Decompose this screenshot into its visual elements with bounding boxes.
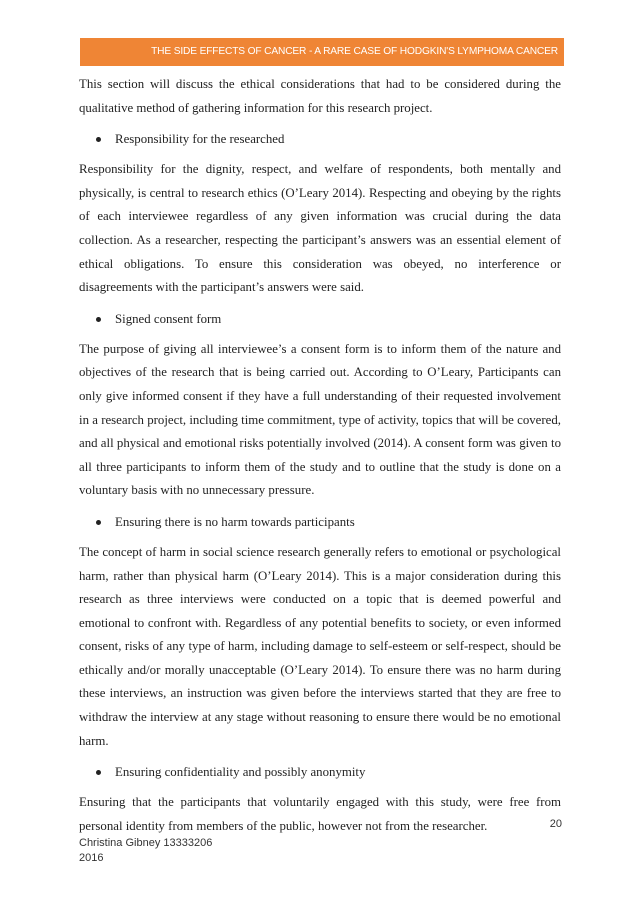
bullet-icon: [96, 770, 101, 775]
section-heading-text: Responsibility for the researched: [115, 132, 285, 147]
bullet-icon: [96, 137, 101, 142]
section-paragraph-consent: The purpose of giving all interviewee’s a consent form is to inform them of the nature and objectives of the research that is being carried out. According to O’Leary, Participants can only give informed consent if they have a full understanding of their requested involvement in a research project, including time commitment, type of activity, topics that will be covered, and all physical and emotional risks potentially involved (2014). A consent form was given to all three participants to inform them of the study and to outline that the study is done on a voluntary basis with no unnecessary pressure.: [79, 341, 561, 498]
section-paragraph-no-harm: The concept of harm in social science research generally refers to emotional or psychological harm, rather than physical harm (O’Leary 2014). This is a major consideration during this research as three interviews were conducted on a topic that is deemed powerful and emotional to confront with. Regardless of any potential benefits to society, or even informed consent, risks of any type of harm, including damage to self-esteem or self-respect, should be ethically and/or morally unacceptable (O’Leary 2014). To ensure there was no harm during these interviews, an instruction was given before the interviews started that they are free to withdraw the interview at any stage without reasoning to ensure there would be no emotional harm.: [79, 544, 561, 748]
intro-paragraph: This section will discuss the ethical considerations that had to be considered during the qualitative method of gathering information for this research project.: [79, 77, 561, 115]
section-heading-confidentiality: [79, 760, 561, 784]
running-header-title: THE SIDE EFFECTS OF CANCER - A RARE CASE OF HODGKIN'S LYMPHOMA CANCER: [151, 46, 558, 57]
section-heading-consent: [79, 307, 561, 331]
bullet-icon: [96, 317, 101, 322]
section-paragraph-responsibility: Responsibility for the dignity, respect, and welfare of respondents, both mentally and physically, is central to research ethics (O’Leary 2014). Respecting and obeying by the rights of each interviewee regardless of any given information was crucial during the data collection. As a researcher, respecting the participant’s answers was an essential element of ethical obligations. To ensure this consideration was obeyed, no interference or disagreements with the participant’s answers were said.: [79, 162, 561, 295]
footer-author-block: [79, 836, 212, 866]
document-body: [79, 73, 561, 845]
bullet-icon: [96, 520, 101, 525]
section-heading-text: Ensuring confidentiality and possibly anonymity: [115, 765, 366, 780]
page-number: 20: [549, 818, 562, 830]
footer-year: 2016: [79, 852, 104, 864]
section-heading-text: Signed consent form: [115, 311, 222, 326]
section-paragraph-confidentiality: Ensuring that the participants that voluntarily engaged with this study, were free from personal identity from members of the public, however not from the researcher.: [79, 795, 561, 833]
footer-author: Christina Gibney 13333206: [79, 837, 213, 849]
section-heading-responsibility: [79, 127, 561, 151]
section-heading-text: Ensuring there is no harm towards participants: [115, 514, 355, 529]
section-heading-no-harm: [79, 510, 561, 534]
